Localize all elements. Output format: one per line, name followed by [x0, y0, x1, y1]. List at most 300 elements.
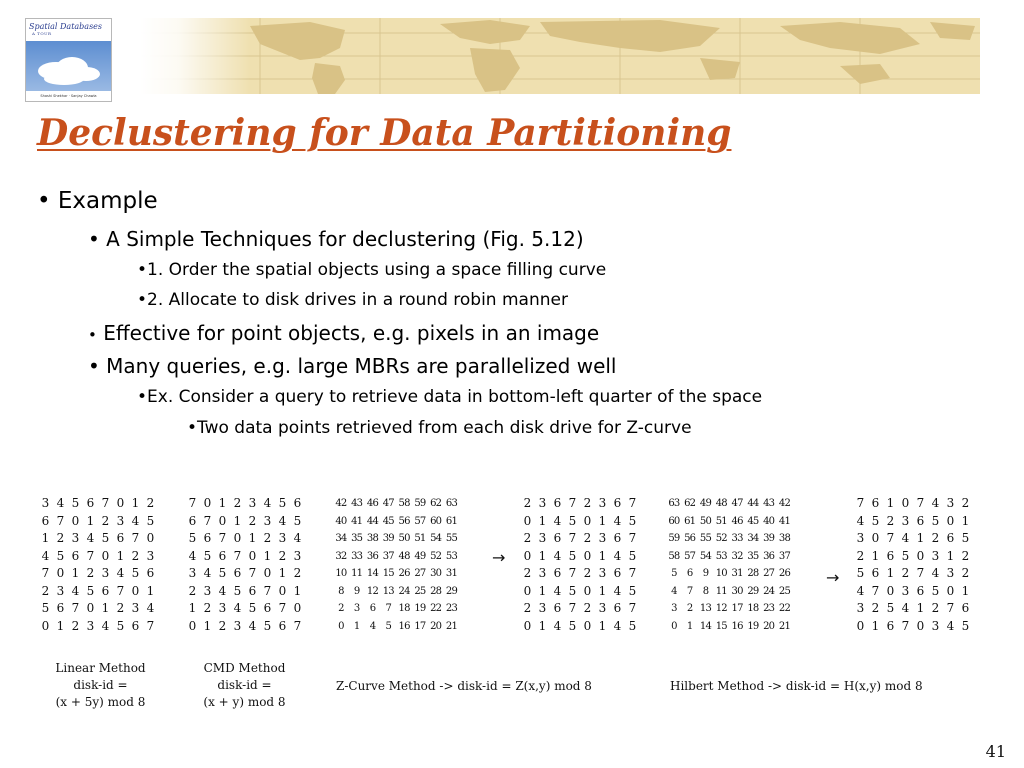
- z-arrow-icon: →: [492, 548, 506, 567]
- z-disk-cell: 6: [553, 496, 562, 510]
- z-order-cell: 44: [366, 515, 379, 527]
- h-order-row: [666, 565, 792, 583]
- h-disk-cell: 5: [931, 513, 940, 528]
- linear-cell: 7: [116, 583, 125, 598]
- z-order-cell: 55: [445, 533, 458, 544]
- z-disk-cell: 0: [523, 548, 532, 563]
- h-order-cell: 3: [671, 603, 677, 614]
- cmd-cell: 6: [248, 583, 257, 598]
- z-order-cell: 15: [382, 568, 394, 579]
- h-order-cell: 46: [731, 515, 743, 527]
- z-disk-cell: 7: [568, 496, 577, 510]
- h-order-cell: 58: [668, 550, 680, 562]
- z-disk-cell: 1: [598, 583, 607, 598]
- cmd-cell: 3: [233, 618, 242, 633]
- h-order-cell: 35: [747, 550, 759, 562]
- z-order-cell: 59: [414, 498, 426, 509]
- h-order-cell: 50: [699, 515, 712, 527]
- z-order-cell: 12: [366, 585, 379, 597]
- h-disk-cell: 5: [886, 601, 895, 615]
- h-order-cell: 13: [699, 603, 712, 614]
- z-disk-cell: 4: [613, 548, 622, 563]
- bullet-allocate-disks: •2. Allocate to disk drives in a round robin manner: [137, 290, 568, 310]
- z-disk-cell: 5: [628, 583, 637, 598]
- cmd-cell: 1: [218, 496, 227, 510]
- caption-linear-line1: Linear Method: [55, 661, 146, 675]
- z-disk-row: [520, 548, 640, 566]
- z-order-row: [333, 495, 459, 513]
- h-order-cell: 9: [702, 568, 709, 579]
- h-disk-cell: 0: [871, 531, 880, 545]
- h-order-cell: 21: [778, 620, 791, 632]
- h-disk-cell: 5: [931, 583, 940, 598]
- linear-cell: 5: [131, 566, 140, 580]
- h-disk-cell: 3: [901, 583, 910, 598]
- h-disk-row: [853, 495, 973, 513]
- z-disk-cell: 1: [538, 548, 547, 563]
- linear-cell: 3: [116, 513, 125, 528]
- z-disk-cell: 3: [538, 601, 547, 615]
- linear-cell: 1: [116, 548, 125, 563]
- z-order-cell: 58: [398, 498, 410, 509]
- linear-cell: 4: [86, 531, 95, 545]
- z-order-cell: 11: [351, 568, 363, 579]
- z-order-cell: 52: [430, 550, 442, 562]
- banner-fade: [140, 18, 250, 94]
- cmd-cell: 2: [263, 531, 272, 545]
- z-disk-cell: 3: [538, 566, 547, 580]
- z-order-cell: 43: [351, 498, 363, 509]
- linear-row: [38, 530, 158, 548]
- bullet-example-query: •Ex. Consider a query to retrieve data in bottom-left quarter of the space: [137, 387, 763, 407]
- caption-cmd-line3: (x + y) mod 8: [203, 695, 286, 709]
- z-disk-cell: 6: [553, 566, 562, 580]
- grid-hilbert-order: [666, 495, 792, 635]
- h-order-row: [666, 583, 792, 601]
- h-order-row: [666, 530, 792, 548]
- cmd-cell: 5: [278, 496, 287, 510]
- h-order-cell: 42: [778, 498, 791, 509]
- cmd-cell: 4: [293, 531, 302, 545]
- h-disk-cell: 4: [931, 566, 940, 580]
- h-disk-row: [853, 600, 973, 618]
- z-disk-row: [520, 495, 640, 513]
- z-disk-cell: 7: [628, 601, 637, 615]
- h-disk-cell: 7: [901, 618, 910, 633]
- cmd-cell: 0: [188, 618, 197, 633]
- linear-cell: 3: [41, 496, 50, 510]
- z-disk-cell: 4: [613, 583, 622, 598]
- z-order-cell: 4: [369, 620, 376, 632]
- z-order-cell: 46: [366, 498, 379, 509]
- linear-cell: 4: [131, 513, 140, 528]
- z-disk-cell: 0: [583, 583, 592, 598]
- cmd-cell: 2: [218, 618, 227, 633]
- z-disk-cell: 0: [523, 618, 532, 633]
- linear-cell: 6: [41, 513, 50, 528]
- linear-cell: 4: [71, 583, 80, 598]
- z-order-cell: 35: [351, 533, 363, 544]
- z-disk-cell: 0: [523, 583, 532, 598]
- h-order-cell: 47: [731, 498, 743, 509]
- linear-cell: 5: [41, 601, 50, 615]
- h-order-cell: 11: [715, 585, 727, 597]
- h-disk-cell: 4: [946, 618, 955, 633]
- z-order-row: [333, 618, 459, 636]
- h-disk-cell: 7: [946, 601, 955, 615]
- z-order-cell: 18: [398, 603, 410, 614]
- h-disk-cell: 3: [901, 513, 910, 528]
- cmd-cell: 4: [188, 548, 197, 563]
- cmd-cell: 5: [218, 566, 227, 580]
- cmd-cell: 5: [203, 548, 212, 563]
- h-disk-cell: 2: [931, 531, 940, 545]
- z-order-cell: 56: [398, 515, 410, 527]
- h-order-cell: 62: [684, 498, 696, 509]
- z-disk-cell: 3: [598, 566, 607, 580]
- h-disk-cell: 2: [961, 496, 970, 510]
- h-disk-cell: 7: [871, 583, 880, 598]
- cmd-cell: 0: [278, 583, 287, 598]
- z-order-cell: 24: [398, 585, 410, 597]
- linear-cell: 4: [56, 496, 65, 510]
- cmd-cell: 4: [278, 513, 287, 528]
- z-order-cell: 29: [445, 585, 458, 597]
- z-disk-cell: 7: [628, 496, 637, 510]
- z-disk-row: [520, 530, 640, 548]
- h-disk-cell: 6: [886, 618, 895, 633]
- cmd-cell: 7: [263, 583, 272, 598]
- h-disk-cell: 7: [856, 496, 865, 510]
- cmd-cell: 2: [293, 566, 302, 580]
- h-order-cell: 31: [731, 568, 743, 579]
- z-disk-cell: 1: [598, 618, 607, 633]
- linear-cell: 4: [101, 618, 110, 633]
- h-disk-cell: 1: [916, 601, 925, 615]
- z-order-cell: 10: [335, 568, 347, 579]
- h-order-cell: 59: [668, 533, 680, 544]
- z-order-cell: 6: [369, 603, 376, 614]
- h-disk-cell: 6: [916, 583, 925, 598]
- linear-cell: 1: [146, 583, 155, 598]
- cmd-cell: 1: [278, 566, 287, 580]
- h-order-row: [666, 548, 792, 566]
- z-disk-cell: 1: [598, 513, 607, 528]
- h-disk-cell: 0: [856, 618, 865, 633]
- z-disk-cell: 6: [613, 496, 622, 510]
- h-order-cell: 7: [686, 585, 693, 597]
- z-disk-cell: 4: [553, 513, 562, 528]
- linear-cell: 1: [56, 618, 65, 633]
- linear-cell: 2: [101, 513, 110, 528]
- z-disk-cell: 5: [628, 548, 637, 563]
- h-order-cell: 34: [747, 533, 759, 544]
- h-order-cell: 27: [763, 568, 775, 579]
- cmd-cell: 2: [233, 496, 242, 510]
- cmd-cell: 4: [248, 618, 257, 633]
- cmd-row: [185, 495, 305, 513]
- cmd-cell: 6: [263, 601, 272, 615]
- z-order-row: [333, 600, 459, 618]
- z-disk-cell: 4: [613, 618, 622, 633]
- h-disk-cell: 2: [931, 601, 940, 615]
- grid-linear-method: [38, 495, 158, 635]
- h-order-cell: 1: [686, 620, 693, 632]
- cmd-row: [185, 583, 305, 601]
- bullet-marker: •: [88, 326, 97, 344]
- z-order-cell: 63: [445, 498, 458, 509]
- h-order-cell: 52: [715, 533, 727, 544]
- z-disk-cell: 2: [583, 566, 592, 580]
- linear-cell: 6: [131, 618, 140, 633]
- z-order-cell: 8: [338, 585, 344, 597]
- z-disk-cell: 0: [583, 618, 592, 633]
- bullet-effective-text: Effective for point objects, e.g. pixels in an image: [103, 321, 600, 345]
- cmd-cell: 2: [188, 583, 197, 598]
- cmd-cell: 0: [203, 496, 212, 510]
- h-order-cell: 19: [747, 620, 759, 632]
- cmd-cell: 5: [188, 531, 197, 545]
- h-order-cell: 29: [747, 585, 759, 597]
- h-disk-cell: 6: [871, 496, 880, 510]
- cmd-cell: 1: [203, 618, 212, 633]
- linear-cell: 3: [71, 531, 80, 545]
- cmd-cell: 3: [188, 566, 197, 580]
- z-disk-cell: 2: [523, 601, 532, 615]
- h-order-cell: 61: [684, 515, 696, 527]
- z-disk-cell: 6: [613, 531, 622, 545]
- linear-cell: 0: [41, 618, 50, 633]
- linear-row: [38, 583, 158, 601]
- linear-row: [38, 513, 158, 531]
- linear-cell: 3: [86, 618, 95, 633]
- linear-row: [38, 618, 158, 636]
- z-disk-cell: 2: [583, 531, 592, 545]
- h-disk-cell: 7: [916, 566, 925, 580]
- cmd-cell: 5: [293, 513, 302, 528]
- linear-cell: 2: [56, 531, 65, 545]
- bullet-many-queries: • Many queries, e.g. large MBRs are parallelized well: [88, 354, 617, 378]
- cmd-cell: 5: [233, 583, 242, 598]
- z-order-cell: 13: [382, 585, 394, 597]
- z-order-cell: 36: [366, 550, 379, 562]
- z-disk-cell: 1: [538, 583, 547, 598]
- z-order-cell: 57: [414, 515, 426, 527]
- h-disk-cell: 4: [901, 601, 910, 615]
- z-disk-row: [520, 565, 640, 583]
- h-order-cell: 57: [684, 550, 696, 562]
- z-order-cell: 37: [382, 550, 394, 562]
- z-order-cell: 28: [430, 585, 442, 597]
- z-disk-cell: 0: [583, 548, 592, 563]
- z-disk-cell: 7: [628, 531, 637, 545]
- book-cover: [25, 18, 112, 102]
- h-disk-cell: 2: [871, 601, 880, 615]
- linear-cell: 4: [116, 566, 125, 580]
- linear-cell: 7: [146, 618, 155, 633]
- z-order-cell: 23: [445, 603, 458, 614]
- caption-linear: [38, 660, 163, 711]
- z-order-cell: 32: [335, 550, 347, 562]
- z-order-cell: 50: [398, 533, 410, 544]
- z-order-cell: 60: [430, 515, 442, 527]
- z-disk-cell: 4: [553, 548, 562, 563]
- z-order-cell: 45: [382, 515, 394, 527]
- z-order-cell: 3: [353, 603, 360, 614]
- h-disk-cell: 3: [946, 496, 955, 510]
- h-order-cell: 8: [702, 585, 709, 597]
- h-disk-cell: 0: [946, 513, 955, 528]
- linear-cell: 4: [146, 601, 155, 615]
- h-order-cell: 26: [778, 568, 791, 579]
- cmd-cell: 3: [278, 531, 287, 545]
- h-disk-row: [853, 618, 973, 636]
- h-disk-cell: 6: [886, 548, 895, 563]
- h-disk-cell: 3: [856, 601, 865, 615]
- z-disk-cell: 7: [568, 531, 577, 545]
- z-order-cell: 54: [430, 533, 442, 544]
- h-disk-cell: 1: [886, 566, 895, 580]
- h-disk-row: [853, 548, 973, 566]
- linear-cell: 6: [71, 548, 80, 563]
- slide-title: Declustering for Data Partitioning: [37, 112, 732, 154]
- h-disk-cell: 0: [916, 548, 925, 563]
- linear-cell: 5: [86, 583, 95, 598]
- h-order-row: [666, 513, 792, 531]
- grid-hilbert-disk: [853, 495, 973, 635]
- linear-cell: 2: [71, 618, 80, 633]
- z-order-cell: 49: [414, 550, 426, 562]
- cmd-cell: 7: [293, 618, 302, 633]
- h-disk-row: [853, 583, 973, 601]
- h-order-cell: 15: [715, 620, 727, 632]
- h-disk-cell: 5: [961, 531, 970, 545]
- z-disk-cell: 5: [628, 618, 637, 633]
- cmd-cell: 1: [293, 583, 302, 598]
- page-number: 41: [985, 742, 1006, 761]
- cmd-cell: 7: [188, 496, 197, 510]
- bullet-order-objects: •1. Order the spatial objects using a space filling curve: [137, 260, 607, 280]
- linear-row: [38, 600, 158, 618]
- cmd-cell: 3: [203, 583, 212, 598]
- cmd-row: [185, 600, 305, 618]
- cmd-cell: 6: [218, 548, 227, 563]
- h-disk-cell: 7: [886, 531, 895, 545]
- cmd-cell: 0: [233, 531, 242, 545]
- linear-cell: 7: [56, 513, 65, 528]
- h-disk-cell: 2: [856, 548, 865, 563]
- h-order-cell: 37: [778, 550, 791, 562]
- z-order-cell: 27: [414, 568, 426, 579]
- cmd-cell: 4: [218, 583, 227, 598]
- h-order-cell: 40: [763, 515, 775, 527]
- z-disk-cell: 6: [553, 601, 562, 615]
- cmd-cell: 5: [248, 601, 257, 615]
- linear-cell: 0: [101, 548, 110, 563]
- h-disk-cell: 3: [931, 618, 940, 633]
- h-order-cell: 17: [731, 603, 743, 614]
- cmd-cell: 1: [248, 531, 257, 545]
- cmd-cell: 0: [248, 548, 257, 563]
- z-disk-cell: 2: [523, 496, 532, 510]
- caption-cmd: [182, 660, 307, 711]
- z-order-cell: 61: [445, 515, 458, 527]
- z-disk-cell: 4: [553, 618, 562, 633]
- linear-cell: 6: [56, 601, 65, 615]
- linear-cell: 0: [56, 566, 65, 580]
- z-order-cell: 30: [430, 568, 442, 579]
- h-order-cell: 16: [731, 620, 743, 632]
- bullet-two-data-points: •Two data points retrieved from each disk drive for Z-curve: [187, 418, 692, 438]
- cmd-cell: 3: [248, 496, 257, 510]
- cmd-cell: 7: [278, 601, 287, 615]
- caption-hilbert: Hilbert Method -> disk-id = H(x,y) mod 8: [670, 679, 923, 693]
- z-order-cell: 48: [398, 550, 410, 562]
- h-disk-cell: 5: [871, 513, 880, 528]
- hilbert-arrow-icon: →: [826, 568, 840, 587]
- cloud-icon: [26, 41, 112, 93]
- z-order-cell: 33: [351, 550, 363, 562]
- cmd-row: [185, 618, 305, 636]
- cmd-cell: 2: [278, 548, 287, 563]
- cmd-cell: 2: [248, 513, 257, 528]
- linear-cell: 2: [146, 496, 155, 510]
- z-order-cell: 62: [430, 498, 442, 509]
- h-order-cell: 6: [686, 568, 693, 579]
- z-order-cell: 40: [335, 515, 347, 527]
- cmd-cell: 4: [233, 601, 242, 615]
- z-order-cell: 2: [338, 603, 344, 614]
- z-disk-cell: 4: [553, 583, 562, 598]
- linear-cell: 2: [41, 583, 50, 598]
- h-disk-cell: 3: [931, 548, 940, 563]
- z-disk-cell: 7: [568, 601, 577, 615]
- z-order-cell: 21: [445, 620, 458, 632]
- z-order-cell: 51: [414, 533, 426, 544]
- h-order-cell: 53: [715, 550, 727, 562]
- h-disk-cell: 4: [931, 496, 940, 510]
- cmd-cell: 3: [293, 548, 302, 563]
- z-disk-cell: 3: [538, 531, 547, 545]
- h-disk-row: [853, 530, 973, 548]
- h-disk-cell: 1: [871, 548, 880, 563]
- h-disk-cell: 7: [916, 496, 925, 510]
- z-order-cell: 0: [338, 620, 344, 632]
- caption-cmd-line1: CMD Method: [203, 661, 286, 675]
- linear-cell: 6: [116, 531, 125, 545]
- h-disk-cell: 6: [871, 566, 880, 580]
- linear-cell: 7: [86, 548, 95, 563]
- h-disk-cell: 1: [946, 548, 955, 563]
- z-disk-cell: 1: [538, 513, 547, 528]
- cmd-cell: 0: [263, 566, 272, 580]
- h-disk-cell: 0: [946, 583, 955, 598]
- h-order-cell: 14: [699, 620, 712, 632]
- linear-cell: 0: [146, 531, 155, 545]
- cmd-row: [185, 530, 305, 548]
- h-order-cell: 48: [715, 498, 727, 509]
- h-order-cell: 32: [731, 550, 743, 562]
- z-order-cell: 41: [351, 515, 363, 527]
- linear-cell: 3: [146, 548, 155, 563]
- z-disk-cell: 6: [613, 566, 622, 580]
- z-order-cell: 9: [353, 585, 360, 597]
- h-disk-cell: 1: [916, 531, 925, 545]
- z-order-row: [333, 565, 459, 583]
- linear-cell: 5: [146, 513, 155, 528]
- z-order-cell: 5: [385, 620, 392, 632]
- caption-z-curve: Z-Curve Method -> disk-id = Z(x,y) mod 8: [336, 679, 592, 693]
